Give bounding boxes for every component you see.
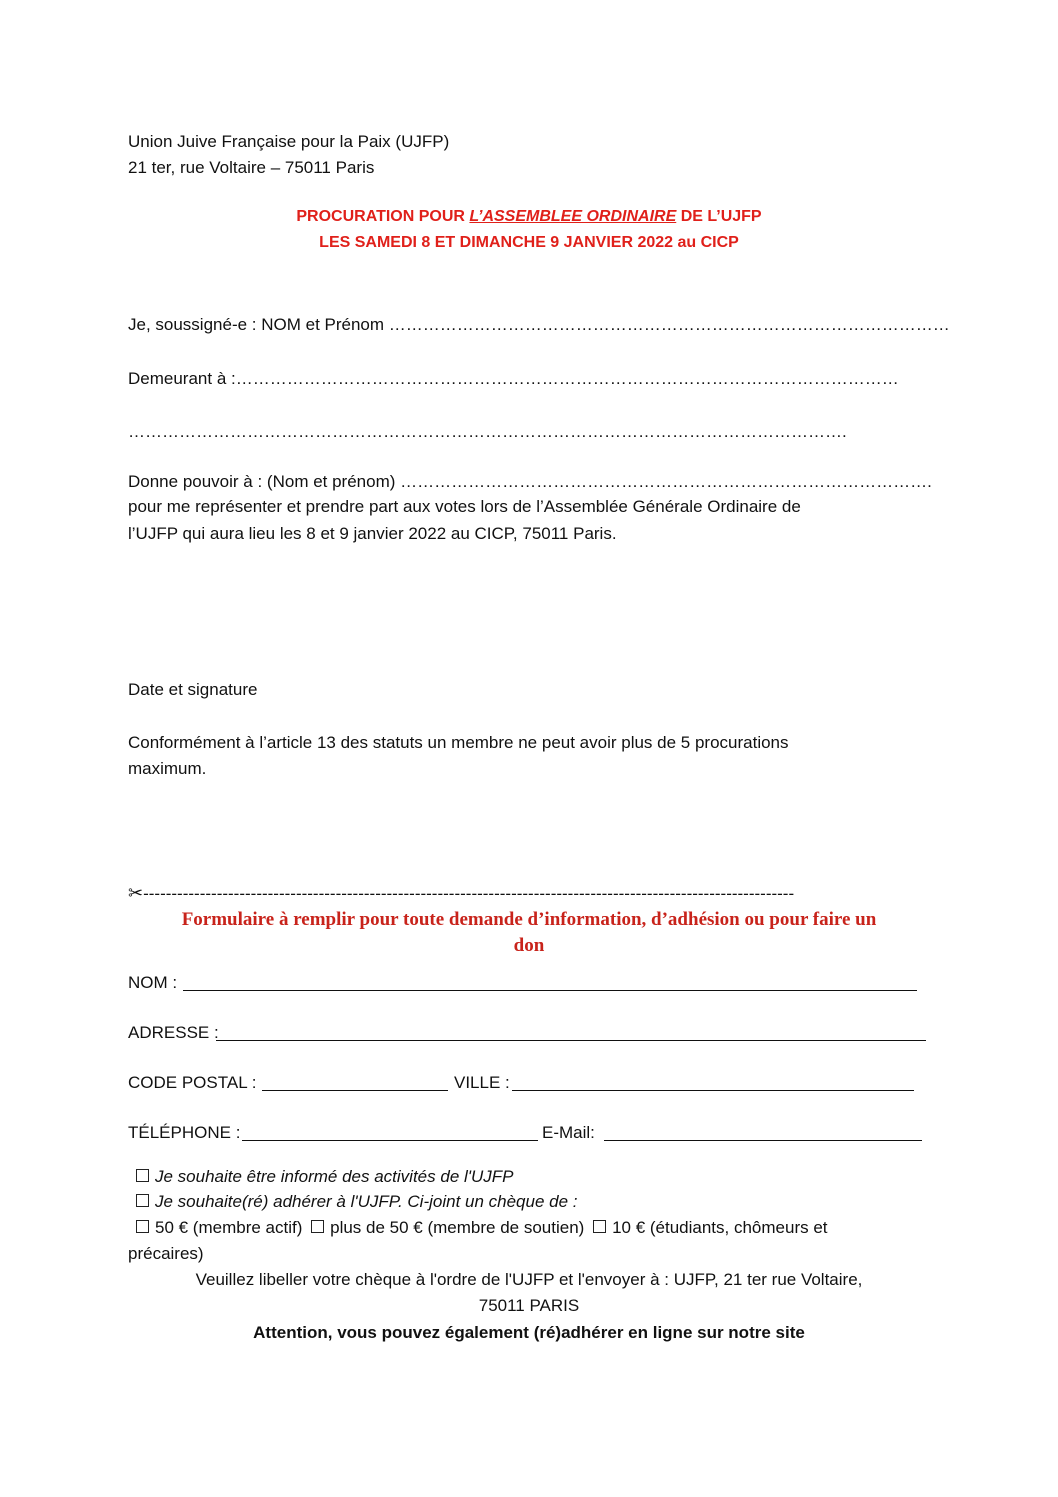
proxy-power-text1: pour me représenter et prendre part aux votes lors de l’Assemblée Générale Ordinaire de — [128, 497, 801, 516]
amount-reduced-cont: précaires) — [128, 1244, 204, 1263]
option-info-checkbox[interactable] — [136, 1169, 149, 1182]
ville-label: VILLE : — [454, 1073, 510, 1092]
proxy-name-field: Je, soussigné-e : NOM et Prénom ……………………………………………………………………………………… — [128, 315, 950, 334]
proxy-residence-field-line2: ………………………………………………………………………………………………………………. — [128, 422, 847, 441]
code-postal-field[interactable] — [262, 1072, 448, 1091]
org-name: Union Juive Française pour la Paix (UJFP) — [128, 132, 450, 151]
rule-text-line2: maximum. — [128, 759, 207, 778]
email-label: E-Mail: — [542, 1123, 595, 1142]
amount-active-checkbox[interactable] — [136, 1220, 149, 1233]
title-emphasis: L’ASSEMBLEE ORDINAIRE — [469, 208, 677, 225]
cheque-instructions-line1: Veuillez libeller votre chèque à l'ordre de l'UJFP et l'envoyer à : UJFP, 21 ter rue Voltaire, — [195, 1270, 863, 1289]
nom-field[interactable] — [183, 972, 917, 991]
proxy-power-text2: l’UJFP qui aura lieu les 8 et 9 janvier 2022 au CICP, 75011 Paris. — [128, 524, 617, 543]
option-info: Je souhaite être informé des activités de l'UJFP — [136, 1164, 514, 1190]
ville-field[interactable] — [512, 1072, 914, 1091]
date-signature-label: Date et signature — [128, 680, 258, 699]
amount-support-checkbox[interactable] — [311, 1220, 324, 1233]
cut-line: ✂------------------------------------------------------------------------------------------------------------------- — [128, 883, 795, 903]
option-membership: Je souhaite(ré) adhérer à l'UJFP. Ci-joint un chèque de : — [136, 1189, 578, 1215]
scissors-icon: ✂ — [128, 883, 144, 903]
online-note: Attention, vous pouvez également (ré)adhérer en ligne sur notre site — [253, 1323, 805, 1342]
telephone-label: TÉLÉPHONE : — [128, 1123, 241, 1142]
telephone-field[interactable] — [242, 1122, 538, 1141]
amount-reduced-checkbox[interactable] — [593, 1220, 606, 1233]
rule-text-line1: Conformément à l’article 13 des statuts un membre ne peut avoir plus de 5 procurations — [128, 733, 789, 752]
option-membership-checkbox[interactable] — [136, 1194, 149, 1207]
proxy-power-field: Donne pouvoir à : (Nom et prénom) …………………………………………………………………………………. — [128, 472, 932, 491]
document-title-line2: LES SAMEDI 8 ET DIMANCHE 9 JANVIER 2022 au CICP — [319, 234, 739, 251]
adresse-label: ADRESSE : — [128, 1023, 219, 1042]
proxy-residence-field: Demeurant à :……………………………………………………………………………………………………… — [128, 369, 899, 388]
org-address: 21 ter, rue Voltaire – 75011 Paris — [128, 158, 375, 177]
document-title-line1: PROCURATION POUR L’ASSEMBLEE ORDINAIRE DE L’UJFP — [296, 208, 762, 225]
email-field[interactable] — [604, 1122, 922, 1141]
code-postal-label: CODE POSTAL : — [128, 1073, 257, 1092]
nom-label: NOM : — [128, 973, 178, 992]
cheque-instructions-line2: 75011 PARIS — [478, 1296, 580, 1315]
form-title-line1: Formulaire à remplir pour toute demande d’information, d’adhésion ou pour faire un — [181, 909, 877, 930]
form-title-line2: don — [513, 935, 545, 956]
amount-options: 50 € (membre actif) plus de 50 € (membre de soutien) 10 € (étudiants, chômeurs et — [136, 1215, 828, 1241]
adresse-field[interactable] — [216, 1022, 926, 1041]
